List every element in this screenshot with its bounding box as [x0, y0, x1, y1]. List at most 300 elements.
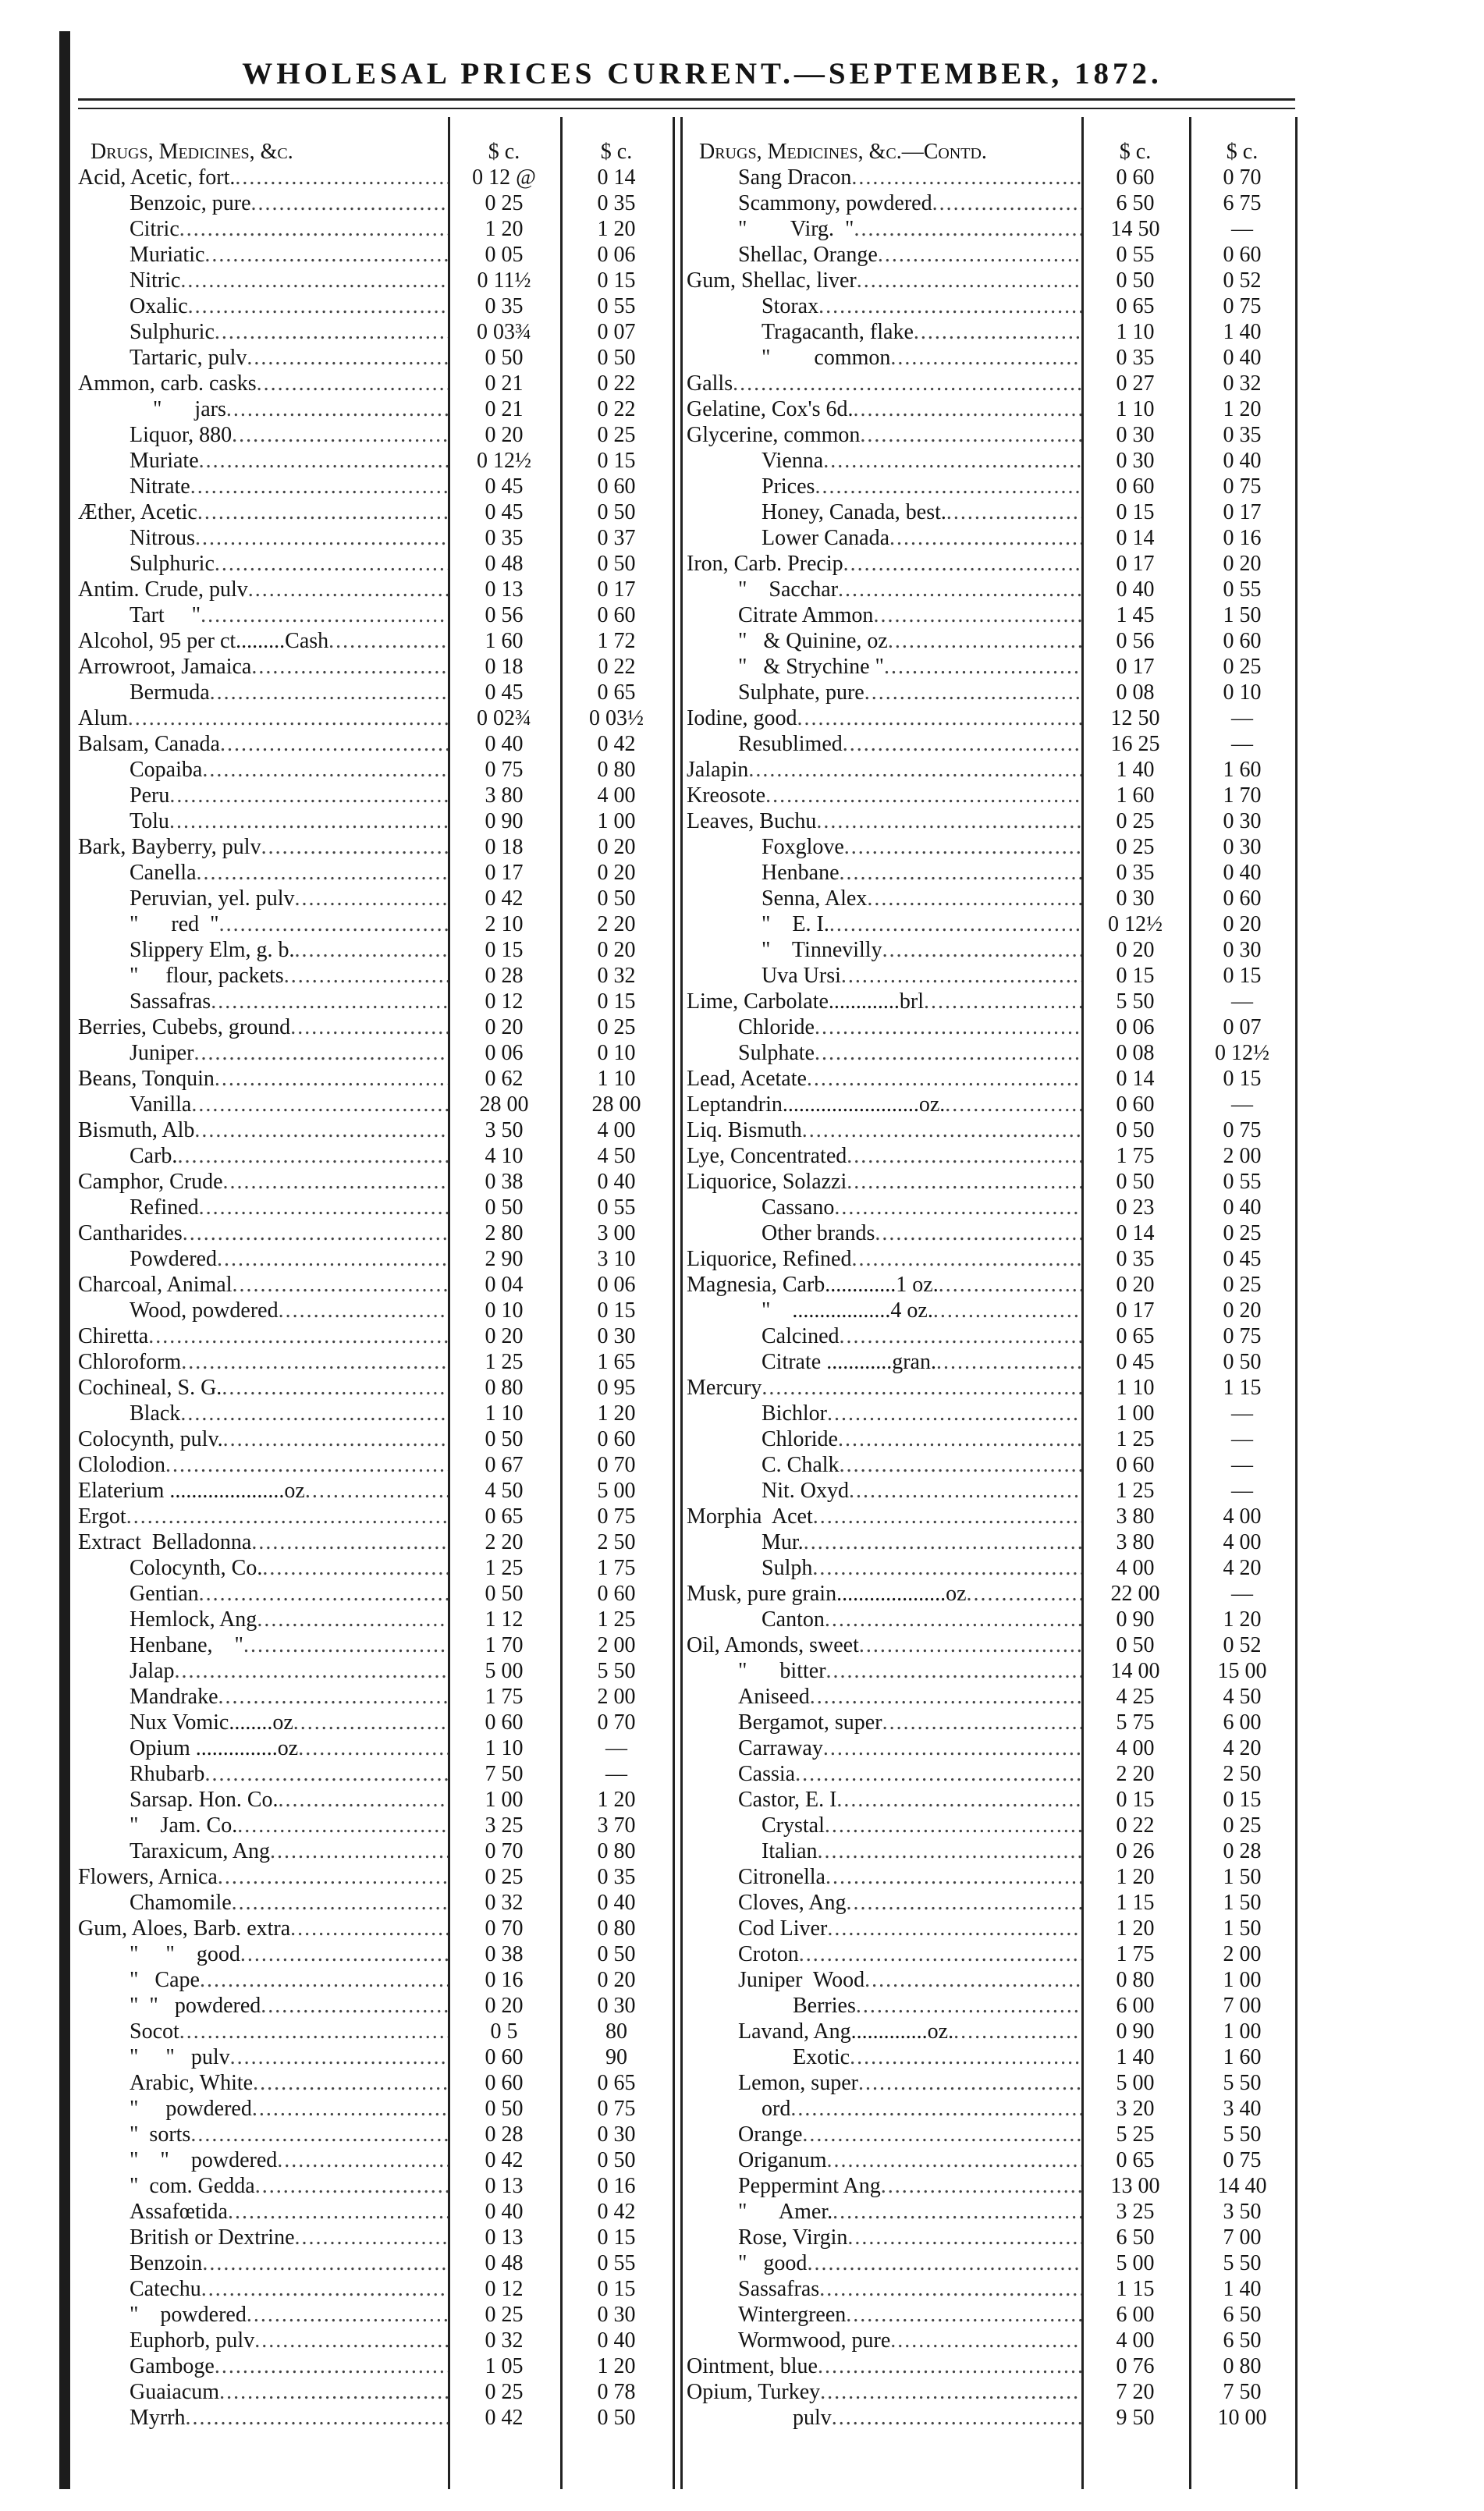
column-heading: Drugs, Medicines, &c.—Contd.: [699, 140, 987, 164]
item-name-cell: [75, 448, 448, 474]
price-row: [75, 293, 673, 319]
price-low: 0 28: [485, 2122, 524, 2147]
item-name: Tragacanth, flake: [762, 320, 914, 344]
price-low: 0 25: [485, 2303, 524, 2327]
price-row: [75, 2405, 673, 2431]
price-row: [75, 1272, 673, 1298]
dot-leader: [228, 2199, 448, 2225]
price-low: 0 05: [485, 243, 524, 267]
price-row: [683, 1684, 1295, 1710]
item-name-cell: [683, 2096, 1081, 2122]
item-name: Lemon, super: [738, 2071, 858, 2095]
price-high: 0 30: [597, 2122, 636, 2147]
item-name: Shellac, Orange: [738, 243, 878, 267]
price-high: 3 00: [597, 1221, 636, 1245]
price-row: [75, 1581, 673, 1607]
item-name: " Jam. Co.: [130, 1813, 238, 1838]
price-low: 0 35: [485, 294, 524, 318]
item-name-cell: [75, 2250, 448, 2276]
price-row: [683, 1864, 1295, 1890]
item-name: British or Dextrine: [130, 2225, 295, 2250]
price-high: 0 20: [1223, 912, 1262, 936]
item-name: Vienna: [762, 449, 824, 473]
price-low: 0 13: [485, 2225, 524, 2250]
price-high: 3 70: [597, 1813, 636, 1838]
price-row: [683, 2353, 1295, 2379]
price-low: 0 02¾: [477, 706, 531, 730]
price-low: 1 40: [1116, 2045, 1155, 2069]
price-high: 4 50: [1223, 1685, 1262, 1709]
dot-leader: [932, 190, 1081, 216]
price-high: 0 17: [597, 577, 636, 602]
item-name-cell: [683, 2199, 1081, 2225]
item-name-cell: [683, 2250, 1081, 2276]
item-name-cell: [75, 216, 448, 242]
price-row: [75, 1014, 673, 1040]
price-high: 0 60: [597, 474, 636, 499]
price-low: 0 42: [485, 2406, 524, 2430]
item-name: Taraxicum, Ang: [130, 1839, 270, 1863]
price-high: 0 80: [597, 1916, 636, 1941]
price-row: [75, 1452, 673, 1478]
price-low: 0 17: [1116, 552, 1155, 576]
item-name-cell: [75, 1452, 448, 1478]
price-row: [75, 680, 673, 705]
item-name: Extract Belladonna: [78, 1530, 252, 1554]
price-row: [75, 989, 673, 1014]
item-name: Peruvian, yel. pulv: [130, 886, 295, 911]
price-low: 1 20: [1116, 1865, 1155, 1889]
price-row: [75, 2173, 673, 2199]
price-row: [683, 1066, 1295, 1092]
price-high: 0 25: [1223, 1221, 1262, 1245]
price-high: —: [1231, 1582, 1253, 1606]
price-row: [75, 1941, 673, 1967]
dot-leader: [807, 1066, 1081, 1092]
price-row: [683, 371, 1295, 396]
dot-leader: [204, 1761, 448, 1787]
dot-leader: [290, 1916, 448, 1941]
item-name-cell: [75, 1117, 448, 1143]
unit-dollars-cents-high: $ c.: [600, 140, 633, 164]
price-row: [75, 319, 673, 345]
price-high: 0 25: [597, 1015, 636, 1039]
price-row: [683, 2147, 1295, 2173]
price-high: 0 22: [597, 397, 636, 421]
item-name: Sulph: [762, 1556, 813, 1580]
price-low: 0 65: [1116, 2148, 1155, 2172]
item-name-cell: [683, 886, 1081, 911]
item-name: " com. Gedda: [130, 2174, 255, 2198]
item-name-cell: [683, 293, 1081, 319]
price-low: 1 00: [1116, 1401, 1155, 1426]
dot-leader: [847, 1143, 1081, 1169]
item-name-cell: [683, 1993, 1081, 2019]
price-high: 1 20: [597, 217, 636, 241]
price-row: [683, 1426, 1295, 1452]
price-row: [75, 2044, 673, 2070]
dot-leader: [202, 757, 448, 783]
price-high: 3 40: [1223, 2097, 1262, 2121]
dot-leader: [197, 499, 448, 525]
dot-leader: [240, 1941, 448, 1967]
dot-leader: [840, 1323, 1081, 1349]
price-low: 0 17: [1116, 1298, 1155, 1323]
price-row: [75, 1529, 673, 1555]
price-high: 4 00: [1223, 1504, 1262, 1529]
price-low: 1 25: [485, 1556, 524, 1580]
item-name: Croton: [738, 1942, 799, 1966]
price-high: 0 50: [1223, 1350, 1262, 1374]
dot-leader: [844, 834, 1081, 860]
item-name-cell: [75, 1941, 448, 1967]
dot-leader: [219, 911, 448, 937]
item-name-cell: [75, 1220, 448, 1246]
dot-leader: [853, 396, 1081, 422]
price-low: 0 50: [485, 1195, 524, 1220]
item-name-cell: [683, 654, 1081, 680]
item-name-cell: [683, 783, 1081, 808]
dot-leader: [799, 1941, 1081, 1967]
price-row: [75, 731, 673, 757]
dot-leader: [790, 2096, 1081, 2122]
dot-leader: [233, 1272, 448, 1298]
item-name: Jalap: [130, 1659, 175, 1683]
price-low: 7 50: [485, 1762, 524, 1786]
price-high: 2 00: [597, 1633, 636, 1657]
price-row: [683, 1632, 1295, 1658]
item-name: Refined: [130, 1195, 199, 1220]
price-low: 4 00: [1116, 2328, 1155, 2353]
item-name-cell: [75, 1838, 448, 1864]
dot-leader: [254, 2328, 448, 2353]
price-low: 0 62: [485, 1067, 524, 1091]
item-name-cell: [683, 2276, 1081, 2302]
dot-leader: [748, 757, 1081, 783]
price-high: —: [1231, 989, 1253, 1014]
price-low: 0 15: [1116, 964, 1155, 988]
price-row: [683, 165, 1295, 190]
price-high: 1 00: [1223, 2019, 1262, 2044]
price-high: 80: [605, 2019, 627, 2044]
price-row: [75, 1298, 673, 1323]
item-name: Juniper Wood: [738, 1968, 865, 1992]
price-high: 4 20: [1223, 1556, 1262, 1580]
dot-leader: [248, 577, 448, 602]
price-row: [683, 2044, 1295, 2070]
dot-leader: [825, 1864, 1081, 1890]
dot-leader: [832, 2405, 1081, 2431]
dot-leader: [279, 1298, 448, 1323]
price-high: 0 25: [1223, 655, 1262, 679]
item-name: Flowers, Arnica: [78, 1865, 218, 1889]
dot-leader: [261, 1993, 448, 2019]
price-row: [683, 448, 1295, 474]
dot-leader: [924, 989, 1081, 1014]
item-name-cell: [75, 371, 448, 396]
price-high: 0 40: [597, 1170, 636, 1194]
price-low: 0 15: [1116, 500, 1155, 524]
dot-leader: [856, 1993, 1081, 2019]
item-name-cell: [683, 937, 1081, 963]
item-name-cell: [683, 551, 1081, 577]
dot-leader: [277, 2147, 448, 2173]
item-name-cell: [683, 448, 1081, 474]
price-low: 0 15: [1116, 1788, 1155, 1812]
price-row: [75, 757, 673, 783]
dot-leader: [247, 2302, 448, 2328]
dot-leader: [251, 654, 448, 680]
price-row: [75, 474, 673, 499]
item-name: Sang Dracon: [738, 165, 852, 190]
item-name-cell: [683, 1581, 1081, 1607]
price-row: [75, 1607, 673, 1632]
item-name-cell: [683, 628, 1081, 654]
item-name: Liquorice, Solazzi: [687, 1170, 847, 1194]
price-row: [75, 1117, 673, 1143]
price-low: 3 80: [1116, 1504, 1155, 1529]
item-name: Euphorb, pulv: [130, 2328, 255, 2353]
price-low: 12 50: [1110, 706, 1160, 730]
item-name-cell: [683, 1349, 1081, 1375]
price-low: 0 12½: [1108, 912, 1163, 936]
price-row: [683, 1117, 1295, 1143]
price-row: [683, 1478, 1295, 1504]
item-name: " " powdered: [130, 1994, 261, 2018]
price-row: [683, 731, 1295, 757]
item-name-cell: [683, 860, 1081, 886]
price-high: 1 20: [1223, 1607, 1262, 1632]
dot-leader: [148, 1323, 448, 1349]
price-low: 0 32: [485, 2328, 524, 2353]
price-high: —: [1231, 732, 1253, 756]
price-low: 0 20: [485, 1324, 524, 1348]
item-name-cell: [75, 1040, 448, 1066]
item-name-cell: [75, 1735, 448, 1761]
item-name-cell: [683, 757, 1081, 783]
price-high: 0 32: [597, 964, 636, 988]
item-name-cell: [683, 680, 1081, 705]
item-name-cell: [683, 1967, 1081, 1993]
price-high: 0 30: [597, 2303, 636, 2327]
price-high: 0 75: [597, 1504, 636, 1529]
price-low: 5 50: [1116, 989, 1155, 1014]
dot-leader: [818, 2353, 1081, 2379]
price-high: 0 60: [597, 1582, 636, 1606]
price-row: [683, 1529, 1295, 1555]
dot-leader: [813, 1504, 1081, 1529]
price-row: [683, 551, 1295, 577]
item-name: Crystal: [762, 1813, 825, 1838]
price-low: 0 23: [1116, 1195, 1155, 1220]
item-name: Other brands: [762, 1221, 875, 1245]
price-high: 15 00: [1217, 1659, 1267, 1683]
item-name: Camphor, Crude: [78, 1170, 223, 1194]
price-row: [683, 2379, 1295, 2405]
item-name-cell: [75, 2405, 448, 2431]
price-high: 0 15: [597, 2225, 636, 2250]
price-low: 0 42: [485, 886, 524, 911]
dot-leader: [850, 2044, 1081, 2070]
dot-leader: [873, 602, 1081, 628]
price-low: 1 25: [485, 1350, 524, 1374]
item-name: Bark, Bayberry, pulv: [78, 835, 261, 859]
item-name: Leaves, Buchu: [687, 809, 817, 833]
price-low: 1 25: [1116, 1427, 1155, 1451]
price-row: [683, 705, 1295, 731]
item-name-cell: [683, 731, 1081, 757]
item-name: Peru: [130, 783, 170, 808]
dot-leader: [815, 1040, 1081, 1066]
item-name-cell: [683, 2353, 1081, 2379]
item-name: Nux Vomic........oz: [130, 1710, 293, 1735]
dot-leader: [186, 2405, 448, 2431]
price-high: 6 50: [1223, 2328, 1262, 2353]
item-name: Oxalic: [130, 294, 188, 318]
price-row: [75, 1349, 673, 1375]
price-low: 3 50: [485, 1118, 524, 1142]
dot-leader: [834, 1195, 1081, 1220]
price-low: 5 00: [1116, 2251, 1155, 2275]
price-high: 0 60: [1223, 243, 1262, 267]
item-name-cell: [683, 422, 1081, 448]
price-row: [75, 1143, 673, 1169]
dot-leader: [733, 371, 1081, 396]
dot-leader: [858, 2070, 1081, 2096]
price-row: [683, 2276, 1295, 2302]
price-high: 0 75: [1223, 1118, 1262, 1142]
item-name-cell: [75, 1787, 448, 1813]
price-high: 1 50: [1223, 603, 1262, 627]
price-high: 0 35: [597, 1865, 636, 1889]
item-name-cell: [75, 190, 448, 216]
price-row: [683, 1735, 1295, 1761]
price-high: 7 00: [1223, 2225, 1262, 2250]
dot-leader: [843, 551, 1081, 577]
dot-leader: [936, 1349, 1081, 1375]
price-high: 0 15: [597, 2277, 636, 2301]
price-low: 1 15: [1116, 2277, 1155, 2301]
item-name: Chloroform: [78, 1350, 182, 1374]
item-name-cell: [683, 1632, 1081, 1658]
dot-leader: [829, 911, 1081, 937]
dot-leader: [890, 345, 1081, 371]
price-row: [75, 1890, 673, 1916]
price-row: [75, 2353, 673, 2379]
price-low: 0 60: [1116, 474, 1155, 499]
dot-leader: [802, 1117, 1081, 1143]
item-name: " good: [738, 2251, 808, 2275]
price-low: 0 20: [485, 1015, 524, 1039]
price-low: 0 21: [485, 397, 524, 421]
item-name-cell: [75, 1375, 448, 1401]
price-row: [683, 1916, 1295, 1941]
item-name-cell: [75, 911, 448, 937]
price-low: 1 75: [485, 1685, 524, 1709]
price-row: [75, 1401, 673, 1426]
dot-leader: [945, 1092, 1081, 1117]
dot-leader: [820, 2379, 1081, 2405]
item-name: Liquor, 880: [130, 423, 233, 447]
price-high: 0 30: [1223, 835, 1262, 859]
dot-leader: [847, 2225, 1081, 2250]
dot-leader: [261, 834, 448, 860]
price-row: [75, 1246, 673, 1272]
price-high: 0 15: [597, 989, 636, 1014]
price-low: 0 50: [1116, 1633, 1155, 1657]
price-low: 0 76: [1116, 2354, 1155, 2378]
price-low: 0 90: [1116, 1607, 1155, 1632]
price-low: 2 80: [485, 1221, 524, 1245]
price-row: [683, 1967, 1295, 1993]
item-name-cell: [683, 705, 1081, 731]
item-name: Mandrake: [130, 1685, 218, 1709]
price-high: 0 16: [597, 2174, 636, 2198]
price-row: [683, 1401, 1295, 1426]
item-name-cell: [75, 757, 448, 783]
item-name: Copaiba: [130, 758, 203, 782]
price-high: 2 50: [597, 1530, 636, 1554]
price-row: [75, 834, 673, 860]
price-row: [75, 1632, 673, 1658]
dot-leader: [939, 1272, 1081, 1298]
price-high: 4 50: [597, 1144, 636, 1168]
price-high: 1 25: [597, 1607, 636, 1632]
item-name: Antim. Crude, pulv: [78, 577, 248, 602]
price-row: [683, 2122, 1295, 2147]
price-low: 0 45: [485, 680, 524, 705]
price-high: 0 60: [1223, 629, 1262, 653]
price-row: [683, 474, 1295, 499]
item-name: Cochineal, S. G.: [78, 1376, 222, 1400]
item-name: Aniseed: [738, 1685, 810, 1709]
price-high: 1 15: [1223, 1376, 1262, 1400]
price-high: 28 00: [591, 1092, 641, 1117]
price-low: 2 10: [485, 912, 524, 936]
price-row: [75, 1838, 673, 1864]
price-high: 0 50: [597, 2148, 636, 2172]
price-row: [75, 1787, 673, 1813]
dot-leader: [181, 1349, 448, 1375]
price-row: [75, 2096, 673, 2122]
price-low: 0 21: [485, 371, 524, 396]
dot-leader: [816, 808, 1081, 834]
item-name-cell: [75, 1014, 448, 1040]
price-high: 1 70: [1223, 783, 1262, 808]
dot-leader: [815, 1014, 1081, 1040]
price-row: [683, 242, 1295, 268]
dot-leader: [823, 1735, 1081, 1761]
price-row: [683, 1169, 1295, 1195]
item-name: " " good: [130, 1942, 240, 1966]
item-name-cell: [75, 1916, 448, 1941]
item-name: Ointment, blue: [687, 2354, 818, 2378]
dot-leader: [857, 268, 1081, 293]
price-low: 6 00: [1116, 1994, 1155, 2018]
item-name: Mur.: [762, 1530, 804, 1554]
price-low: 0 80: [485, 1376, 524, 1400]
item-name: " & Strychine ": [738, 655, 884, 679]
item-name: Gum, Shellac, liver: [687, 268, 857, 293]
item-name-cell: [683, 1323, 1081, 1349]
item-name: C. Chalk: [762, 1453, 840, 1477]
item-name: " red ": [130, 912, 219, 936]
item-name: Ammon, carb. casks: [78, 371, 257, 396]
item-name: Lime, Carbolate.............brl: [687, 989, 925, 1014]
price-high: 0 75: [597, 2097, 636, 2121]
price-high: 0 50: [597, 346, 636, 370]
price-row: [683, 422, 1295, 448]
